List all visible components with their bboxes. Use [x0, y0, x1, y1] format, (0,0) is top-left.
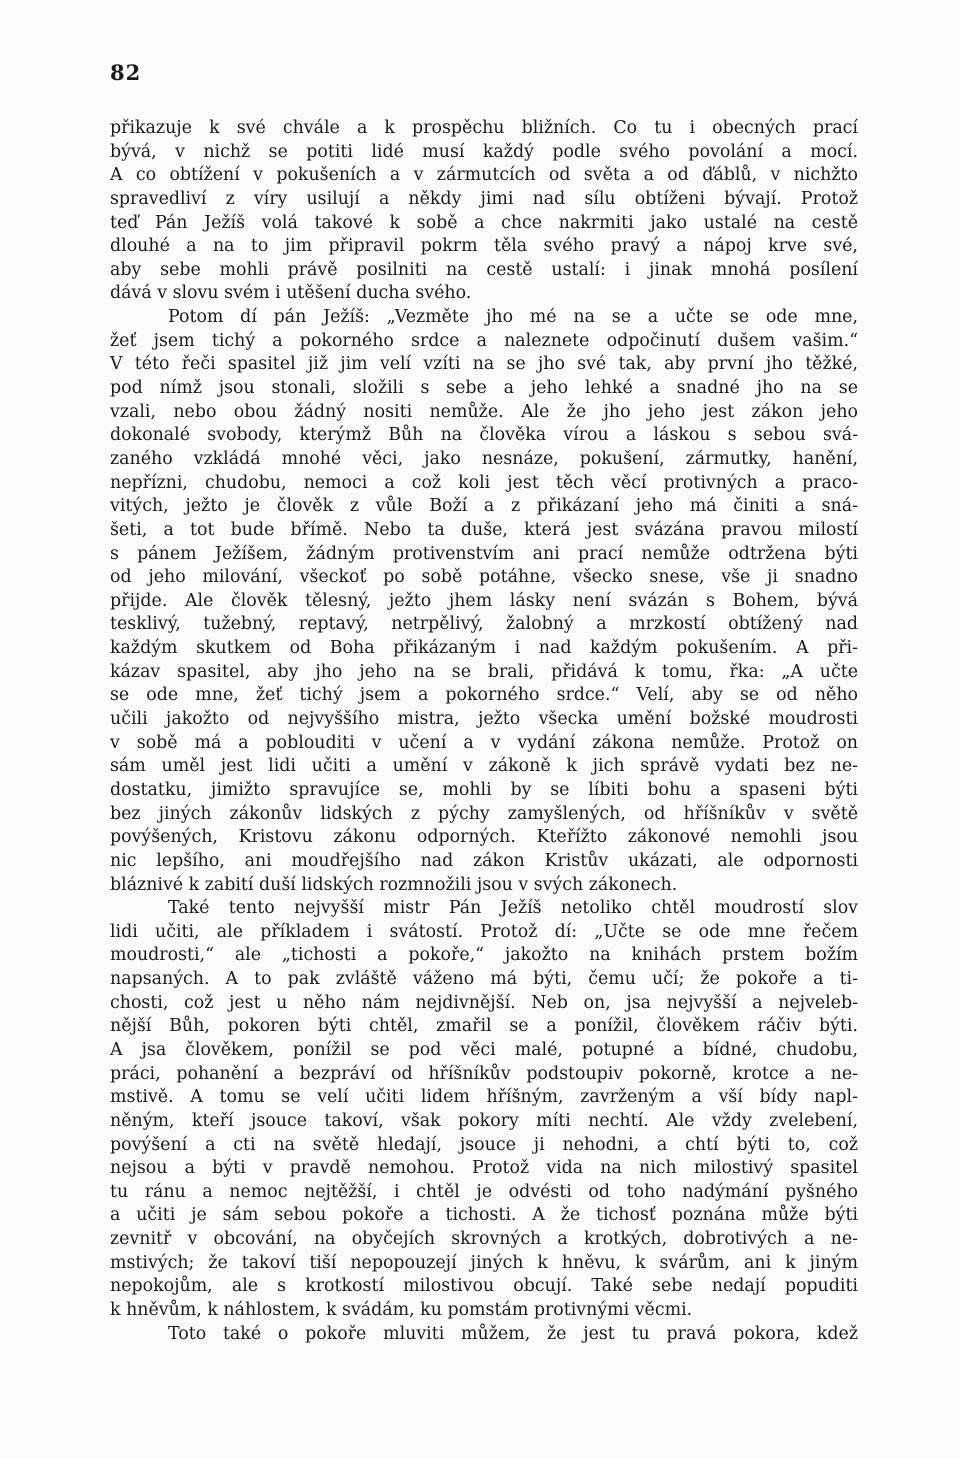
- page-number: 82: [110, 60, 142, 85]
- text-line: bláznivé k zabití duší lidských rozmnožili jsou v svých zákonech.: [110, 874, 678, 895]
- text-line: mstivě. A tomu se velí učiti lidem hříšným, zavrženým a vší bídy napl-: [110, 1087, 858, 1108]
- text-line: něným, kteří jsouce takoví, však pokory míti nechtí. Ale vždy zvelebení,: [110, 1110, 858, 1131]
- text-line: mstivých; že takoví tiší nepopouzejí jiných k hněvu, k svárům, ani k jiným: [110, 1252, 858, 1273]
- text-line: nepřízni, chudobu, nemoci a což koli jest těch věcí protivných a praco-: [110, 472, 858, 493]
- text-line: nic lepšího, ani moudřejšího nad zákon Kristův ukázati, ale odpornosti: [110, 850, 858, 871]
- text-line: bez jiných zákonův lidských z pýchy zamyšlených, od hříšníkův v světě: [110, 803, 858, 824]
- text-line: povýšených, Kristovu zákonu odporných. Kteřížto zákonové nemohli jsou: [110, 827, 858, 848]
- text-line: chosti, což jest u něho nám nejdivnější. Neb on, jsa nejvyšší a nejveleb-: [110, 992, 858, 1013]
- text-line: vzali, nebo obou žádný nositi nemůže. Ale že jho jeho jest zákon jeho: [110, 401, 858, 422]
- text-line: nejsou a býti v pravdě nemohou. Protož vida na nich milostivý spasitel: [110, 1158, 858, 1179]
- text-line: nepokojům, ale s krotkostí milostivou obcují. Také sebe nedají popuditi: [110, 1276, 858, 1297]
- text-line: každým skutkem od Boha přikázaným i nad každým pokušením. A při-: [110, 638, 858, 659]
- text-line: dostatku, jimižto spravujíce se, mohli by se líbiti bohu a spaseni býti: [110, 779, 858, 800]
- text-line: tesklivý, tužebný, reptavý, netrpělivý, žalobný a mrzkostí obtížený nad: [110, 614, 858, 635]
- text-line: kázav spasitel, aby jho jeho na se brali, přidává k tomu, řka: „A učte: [110, 661, 858, 682]
- text-line: aby sebe mohli právě posilniti na cestě ustalí: i jinak mnohá posílení: [110, 259, 858, 280]
- text-line: spravedliví z víry usilují a někdy jimi nad sílu obtíženi bývají. Protož: [110, 188, 858, 209]
- text-line: k hněvům, k náhlostem, k svádám, ku pomstám protivnými věcmi.: [110, 1300, 693, 1321]
- text-line: lidi učiti, ale příkladem i svátostí. Protož dí: „Učte se ode mne řečem: [110, 921, 858, 942]
- text-line: povýšení a cti na světě hledají, jsouce ji nehodni, a chtí býti to, což: [110, 1134, 858, 1155]
- text-line: vitých, ježto je člověk z vůle Boží a z přikázaní jeho má činiti a sná-: [110, 496, 858, 517]
- text-line: A co obtížení v pokušeních a v zármutcích od světa a od ďáblů, v nichžto: [110, 165, 858, 186]
- text-line: Toto také o pokoře mluviti můžem, že jest tu pravá pokora, kdež: [168, 1323, 858, 1344]
- text-line: moudrosti,“ ale „tichosti a pokoře,“ jakožto na knihách prstem božím: [110, 945, 858, 966]
- text-line: a učiti je sám sebou pokoře a tichosti. A že tichosť poznána může býti: [110, 1205, 858, 1226]
- text-line: pod nímž jsou stonali, složili s sebe a jeho lehké a snadné jho na se: [110, 378, 858, 399]
- body-text: [110, 117, 858, 1346]
- text-line: zevnitř v obcování, na obyčejích skrovných a krotkých, dobrotivých a ne-: [110, 1229, 858, 1250]
- text-line: Potom dí pán Ježíš: „Vezměte jho mé na se a učte se ode mne,: [168, 307, 858, 328]
- text-line: s pánem Ježíšem, žádným protivenstvím ani prací nemůže odtržena býti: [110, 543, 858, 564]
- text-line: napsaných. A to pak zvláště váženo má býti, čemu učí; že pokoře a ti-: [110, 969, 858, 990]
- text-line: v sobě má a poblouditi v učení a v vydání zákona nemůže. Protož on: [110, 732, 858, 753]
- text-line: žeť jsem tichý a pokorného srdce a naleznete odpočinutí dušem vašim.“: [110, 330, 858, 351]
- text-line: sám uměl jest lidi učiti a umění v zákoně k jich správě vydati bez ne-: [110, 756, 858, 777]
- text-line: dlouhé a na to jim připravil pokrm těla svého pravý a nápoj krve své,: [110, 236, 858, 257]
- text-line: teď Pán Ježíš volá takové k sobě a chce nakrmiti jako ustalé na cestě: [110, 212, 858, 233]
- text-line: práci, pohanění a bezpráví od hříšníkův podstoupiv pokorně, krotce a ne-: [110, 1063, 858, 1084]
- text-line: dokonalé svobody, kterýmž Bůh na člověka vírou a láskou s sebou svá-: [110, 425, 858, 446]
- text-line: Také tento nejvyšší mistr Pán Ježíš netoliko chtěl moudrostí slov: [168, 898, 858, 919]
- text-line: dává v slovu svém i utěšení ducha svého.: [110, 283, 472, 304]
- text-line: šeti, a tot bude břímě. Nebo ta duše, která jest svázána pravou milostí: [110, 519, 858, 540]
- text-line: zaného vzkládá mnohé věci, jako nesnáze, pokušení, zármutky, hanění,: [110, 448, 858, 469]
- text-line: V této řeči spasitel již jim velí vzíti na se jho své tak, aby první jho těžké,: [110, 354, 858, 375]
- text-line: tu ránu a nemoc nejtěžší, i chtěl je odvésti od toho nadýmání pyšného: [110, 1181, 858, 1202]
- text-line: učili jakožto od nejvyššího mistra, ježto všecka umění božské moudrosti: [110, 709, 858, 730]
- text-line: nější Bůh, pokoren býti chtěl, zmařil se a ponížil, člověkem ráčiv býti.: [110, 1016, 858, 1037]
- text-line: od jeho milování, všeckoť po sobě potáhne, všecko snese, vše ji snadno: [110, 567, 858, 588]
- text-line: A jsa člověkem, ponížil se pod věci malé, potupné a bídné, chudobu,: [110, 1039, 858, 1060]
- text-line: bývá, v nichž se potiti lidé musí každý podle svého povolání a mocí.: [110, 141, 858, 162]
- text-line: přikazuje k své chvále a k prospěchu bližních. Co tu i obecných prací: [110, 118, 858, 138]
- text-line: se ode mne, žeť tichý jsem a pokorného srdce.“ Velí, aby se od něho: [110, 685, 858, 706]
- text-line: přijde. Ale člověk tělesný, ježto jhem lásky není svázán s Bohem, bývá: [110, 590, 858, 611]
